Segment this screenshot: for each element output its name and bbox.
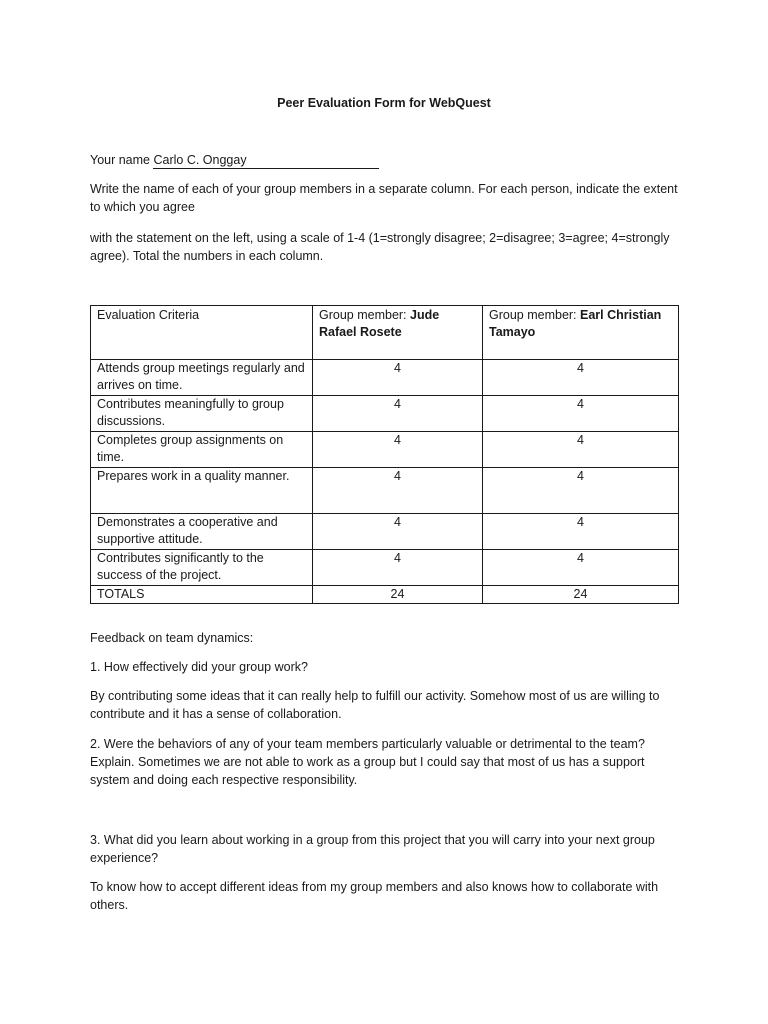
member-prefix-1: Group member: — [319, 308, 411, 322]
question-1: 1. How effectively did your group work? — [90, 660, 308, 674]
score-cell-member-2: 4 — [483, 396, 679, 432]
answer-3: To know how to accept different ideas from my group members and also knows how to collaborate with others. — [90, 880, 659, 912]
instructions-paragraph-1: Write the name of each of your group members in a separate column. For each person, indicate the extent to which you agree — [90, 182, 678, 214]
table-row — [91, 468, 679, 514]
score-cell-member-1: 4 — [313, 550, 483, 586]
score-cell-member-2: 4 — [483, 432, 679, 468]
criterion-cell: Attends group meetings regularly and arrives on time. — [91, 360, 313, 396]
question-2: 2. Were the behaviors of any of your team members particularly valuable or detrimental to the team? Explain. — [90, 737, 645, 769]
score-cell-member-1: 4 — [313, 514, 483, 550]
criterion-cell: Contributes significantly to the success of the project. — [91, 550, 313, 586]
score-cell-member-2: 4 — [483, 550, 679, 586]
criterion-cell: Completes group assignments on time. — [91, 432, 313, 468]
score-cell-member-2: 4 — [483, 360, 679, 396]
score-cell-member-1: 4 — [313, 396, 483, 432]
answer-1: By contributing some ideas that it can really help to fulfill our activity. Somehow most of us are willing to contribute and it has a sense of collaboration. — [90, 689, 660, 721]
your-name-label: Your name — [90, 153, 154, 167]
your-name-line — [90, 151, 686, 169]
totals-row — [91, 586, 679, 604]
criterion-cell: Demonstrates a cooperative and supportive attitude. — [91, 514, 313, 550]
header-group-member-2 — [483, 306, 679, 360]
score-cell-member-1: 4 — [313, 432, 483, 468]
criterion-cell: Contributes meaningfully to group discussions. — [91, 396, 313, 432]
score-cell-member-1: 4 — [313, 468, 483, 514]
evaluation-table — [90, 305, 679, 604]
question-3: 3. What did you learn about working in a group from this project that you will carry into your next group experience? — [90, 833, 655, 865]
criterion-cell: Prepares work in a quality manner. — [91, 468, 313, 514]
table-row — [91, 396, 679, 432]
total-member-2: 24 — [483, 586, 679, 604]
your-name-value: Carlo C. Onggay — [153, 153, 379, 169]
member-prefix-2: Group member: — [489, 308, 581, 322]
table-row — [91, 360, 679, 396]
header-group-member-1 — [313, 306, 483, 360]
score-cell-member-2: 4 — [483, 468, 679, 514]
table-row — [91, 514, 679, 550]
member-name-2: Earl Christian Tamayo — [489, 308, 662, 339]
member-name-1: Jude Rafael Rosete — [319, 308, 440, 339]
feedback-heading: Feedback on team dynamics: — [90, 631, 254, 645]
totals-label: TOTALS — [91, 586, 313, 604]
score-cell-member-2: 4 — [483, 514, 679, 550]
total-member-1: 24 — [313, 586, 483, 604]
score-cell-member-1: 4 — [313, 360, 483, 396]
page-title: Peer Evaluation Form for WebQuest — [277, 96, 491, 110]
table-row — [91, 550, 679, 586]
instructions-paragraph-2: with the statement on the left, using a scale of 1-4 (1=strongly disagree; 2=disagree; 3=agree; 4=strongly agree). Total the numbers in each column. — [90, 231, 670, 263]
question-2-and-answer — [90, 735, 686, 789]
header-evaluation-criteria: Evaluation Criteria — [91, 306, 313, 360]
table-header-row — [91, 306, 679, 360]
table-row — [91, 432, 679, 468]
answer-2: Sometimes we are not able to work as a group but I could say that most of us has a support system and doing each respective responsibility. — [90, 755, 645, 787]
